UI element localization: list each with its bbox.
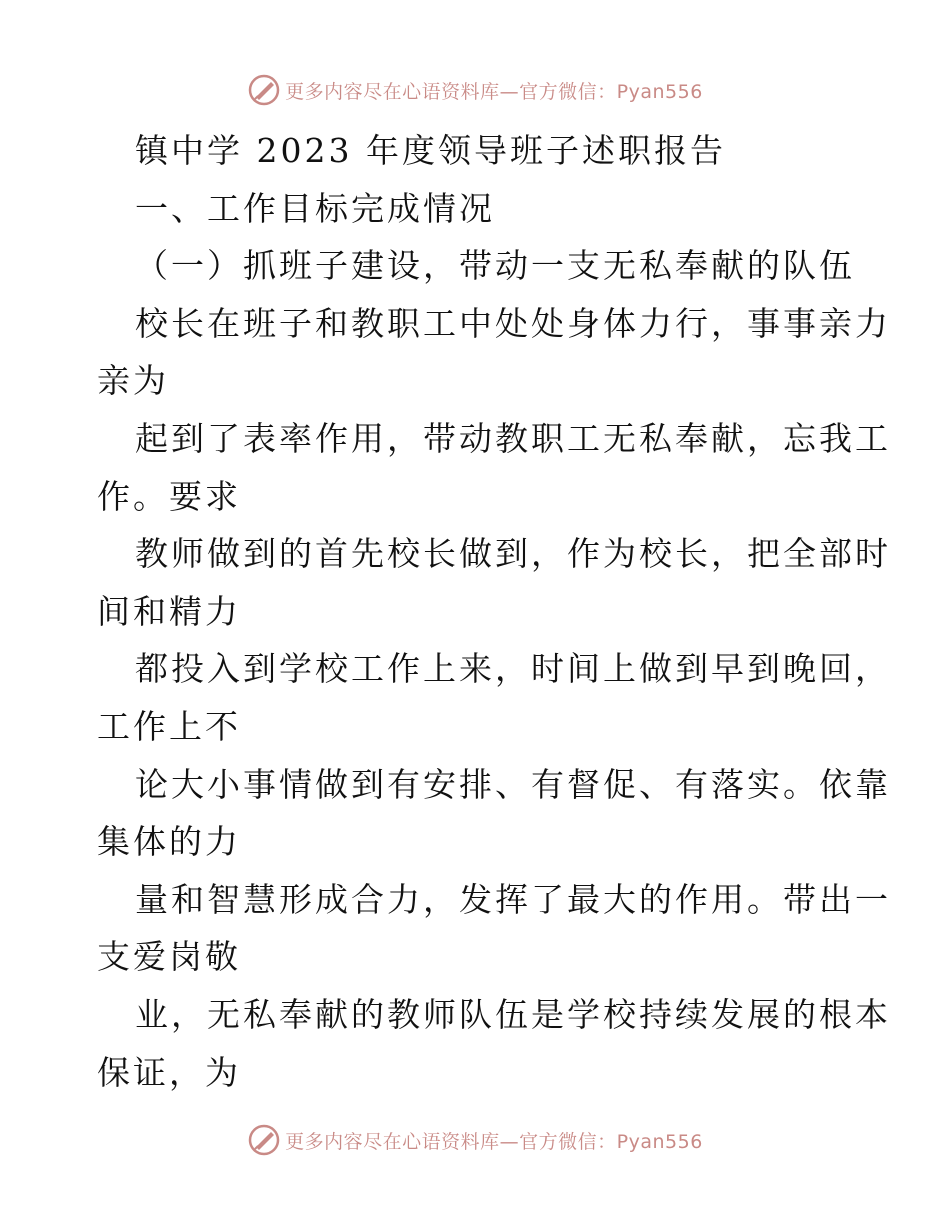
paragraph-line: 量和智慧形成合力，发挥了最大的作用。带出一 [135, 879, 891, 919]
paragraph-line: 支爱岗敬 [97, 937, 241, 977]
paragraph-line: 起到了表率作用，带动教职工无私奉献，忘我工 [135, 418, 891, 458]
pen-logo-icon [247, 73, 281, 107]
paragraph-line: 集体的力 [97, 822, 241, 862]
paragraph-line: 教师做到的首先校长做到，作为校长，把全部时 [135, 534, 891, 574]
watermark-footer [0, 1120, 950, 1160]
paragraph-line: 亲为 [97, 361, 169, 401]
watermark-header [0, 70, 950, 110]
paragraph-line: 工作上不 [97, 706, 241, 746]
paragraph-line: 论大小事情做到有安排、有督促、有落实。依靠 [135, 764, 891, 804]
section-heading: 一、工作目标完成情况 [135, 188, 495, 228]
paragraph-line: 业，无私奉献的教师队伍是学校持续发展的根本 [135, 994, 891, 1034]
document-body [97, 122, 891, 1101]
watermark-text: 更多内容尽在心语资料库—官方微信：Pyan556 [285, 1130, 703, 1153]
paragraph-line: 都投入到学校工作上来，时间上做到早到晚回， [135, 649, 891, 689]
paragraph-line: 保证，为 [97, 1052, 241, 1092]
paragraph-line: 间和精力 [97, 591, 241, 631]
document-title: 镇中学 2023 年度领导班子述职报告 [135, 131, 726, 170]
paragraph-line: 校长在班子和教职工中处处身体力行，事事亲力 [135, 303, 891, 343]
subsection-heading: （一）抓班子建设，带动一支无私奉献的队伍 [135, 246, 855, 286]
watermark-text: 更多内容尽在心语资料库—官方微信：Pyan556 [285, 80, 703, 103]
pen-logo-icon [247, 1123, 281, 1157]
paragraph-line: 作。要求 [97, 476, 241, 516]
